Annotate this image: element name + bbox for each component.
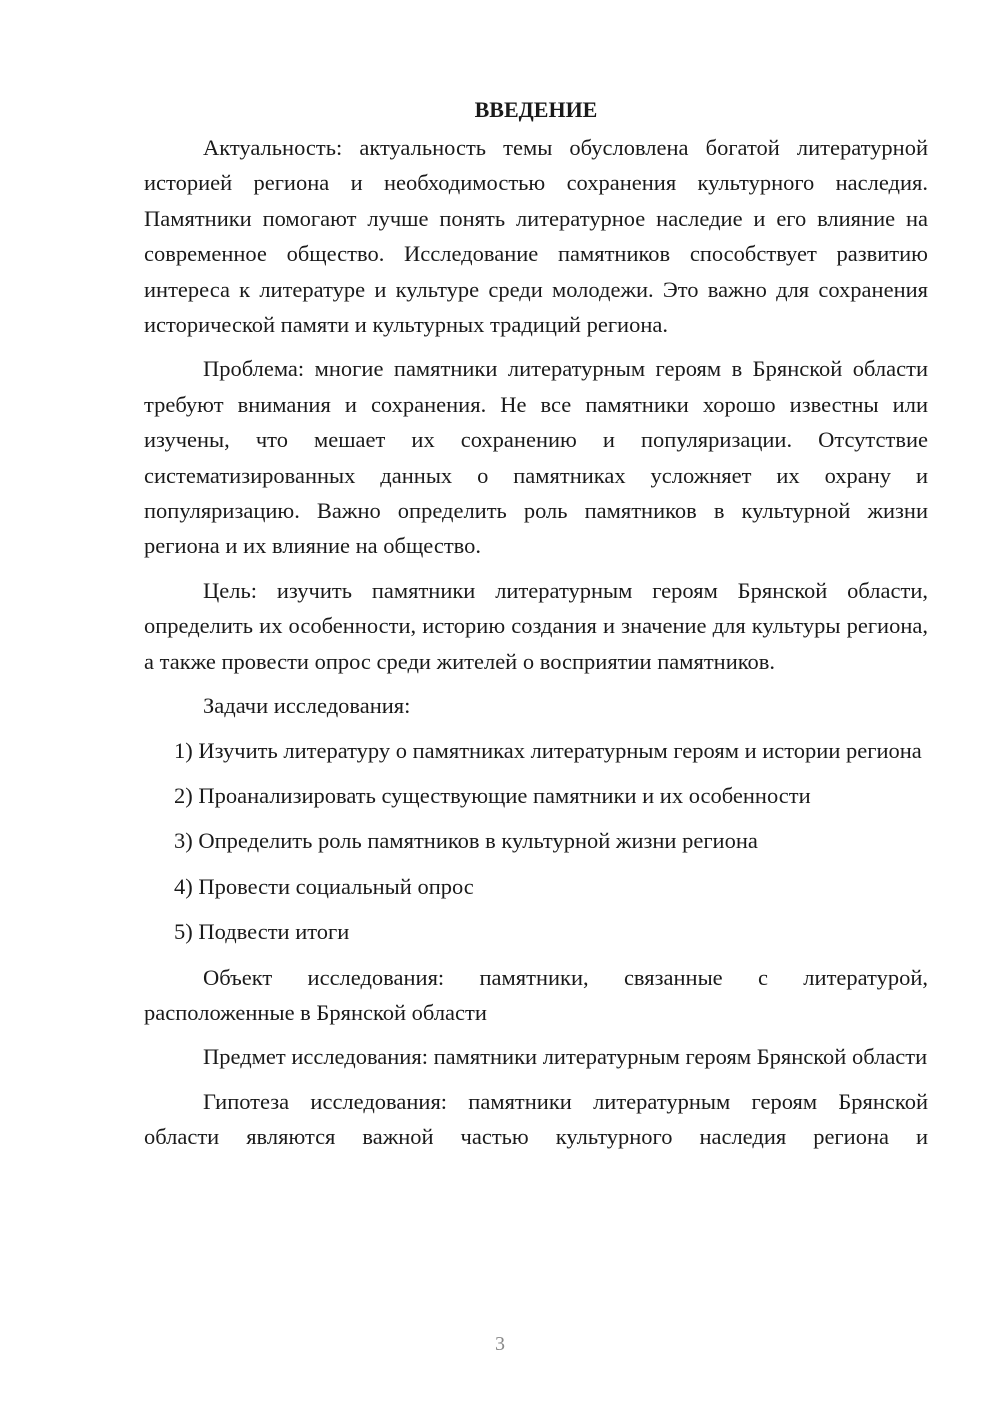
problem-paragraph: Проблема: многие памятники литературным героям в Брянской области требуют внимания и сохранения. Не все памятники хорошо известны или изучены, что мешает их сохранению и популяризации. Отсутствие систематизированных данных о памятниках усложняет их охрану и популяризацию. Важно определить роль памятников в культурной жизни региона и их влияние на общество. bbox=[144, 356, 928, 559]
goal-paragraph: Цель: изучить памятники литературным героям Брянской области, определить их особенности, историю создания и значение для культуры региона, а также провести опрос среди жителей о восприятии памятников. bbox=[144, 577, 928, 674]
page-number: 3 bbox=[495, 1333, 505, 1355]
subject-paragraph: Предмет исследования: памятники литературным героям Брянской области bbox=[203, 1044, 928, 1070]
tasks-heading: Задачи исследования: bbox=[203, 693, 411, 719]
page-title: ВВЕДЕНИЕ bbox=[474, 97, 598, 122]
page-content bbox=[144, 92, 928, 1164]
task-item: 3) Определить роль памятников в культурной жизни региона bbox=[174, 828, 758, 854]
hypothesis-paragraph: Гипотеза исследования: памятники литературным героям Брянской области являются важной частью культурного наследия региона и bbox=[144, 1088, 928, 1150]
object-paragraph: Объект исследования: памятники, связанные с литературой, расположенные в Брянской области bbox=[144, 964, 928, 1025]
relevance-paragraph: Актуальность: актуальность темы обусловлена богатой литературной историей региона и необходимостью сохранения культурного наследия. Памятники помогают лучше понять литературное наследие и его влияние на современное общество. Исследование памятников способствует развитию интереса к литературе и культуре среди молодежи. Это важно для сохранения исторической памяти и культурных традиций региона. bbox=[144, 135, 928, 338]
task-item: 2) Проанализировать существующие памятники и их особенности bbox=[174, 782, 811, 808]
task-item: 4) Провести социальный опрос bbox=[174, 873, 474, 899]
task-item: 1) Изучить литературу о памятниках литературным героям и истории региона bbox=[174, 737, 922, 763]
task-item: 5) Подвести итоги bbox=[174, 919, 350, 945]
